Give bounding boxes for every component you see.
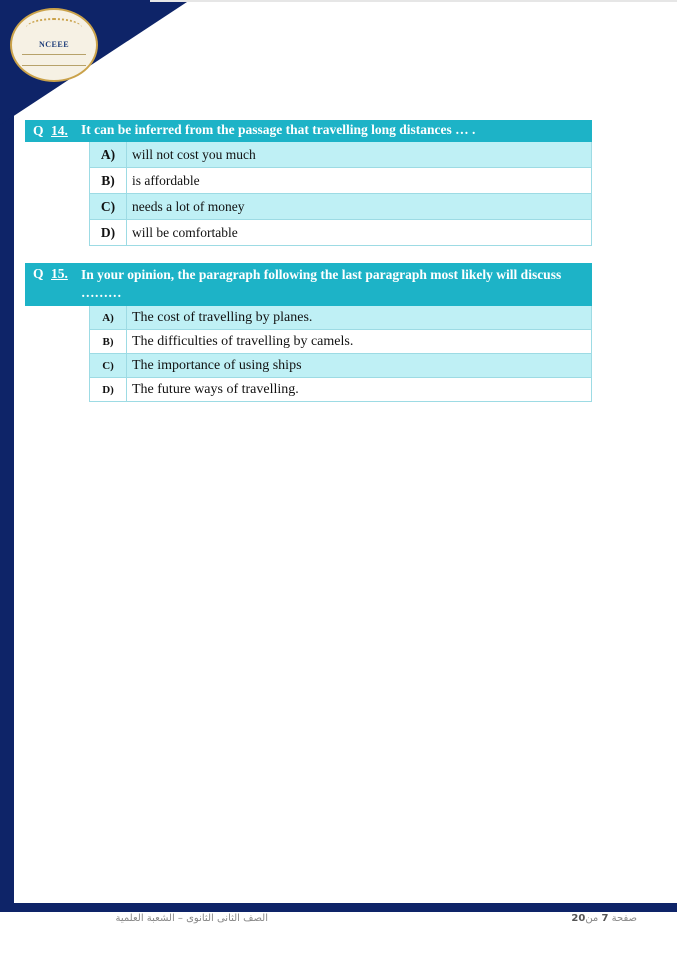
option-letter: D) [90, 378, 127, 401]
option-text: needs a lot of money [132, 198, 245, 214]
option-b[interactable] [89, 168, 592, 194]
option-letter: D) [90, 220, 127, 245]
option-c[interactable] [89, 194, 592, 220]
page-number: 7 [601, 913, 609, 924]
question-number: 15. [51, 266, 68, 281]
question-14 [25, 120, 592, 246]
option-b[interactable] [89, 330, 592, 354]
page-label: صفحة [611, 913, 637, 924]
ncee-logo [10, 8, 98, 82]
question-text: In your opinion, the paragraph following the last paragraph most likely will discuss ……… [81, 267, 562, 300]
option-letter: C) [90, 194, 127, 219]
option-text: The cost of travelling by planes. [132, 309, 313, 325]
left-border-bar [0, 0, 14, 912]
question-letter: Q [33, 266, 44, 281]
footer-bar [14, 903, 677, 912]
option-text: is affordable [132, 172, 200, 188]
question-text: It can be inferred from the passage that travelling long distances … . [81, 122, 476, 137]
logo-rays [26, 18, 82, 38]
option-a[interactable] [89, 142, 592, 168]
option-text: The importance of using ships [132, 357, 302, 373]
option-a[interactable] [89, 306, 592, 330]
option-text: The future ways of travelling. [132, 381, 299, 397]
top-rule [150, 0, 677, 2]
question-15 [25, 263, 592, 402]
option-letter: B) [90, 330, 127, 353]
option-letter: A) [90, 142, 127, 167]
option-c[interactable] [89, 354, 592, 378]
footer-page-indicator [571, 913, 637, 924]
option-text: will be comfortable [132, 224, 238, 240]
option-letter: B) [90, 168, 127, 193]
option-text: will not cost you much [132, 146, 256, 162]
logo-subtitle-band [22, 54, 86, 66]
page-total: 20 [571, 913, 586, 924]
option-letter: C) [90, 354, 127, 377]
question-letter: Q [33, 123, 44, 138]
option-text: The difficulties of travelling by camels. [132, 333, 354, 349]
page-of: من [585, 913, 599, 924]
option-d[interactable] [89, 378, 592, 402]
logo-text: NCEEE [38, 40, 70, 49]
question-number: 14. [51, 123, 68, 138]
footer-grade-text: الصف الثانى الثانوى – الشعبة العلمية [115, 913, 268, 924]
option-letter: A) [90, 306, 127, 329]
question-header [25, 120, 592, 142]
question-header [25, 263, 592, 306]
option-d[interactable] [89, 220, 592, 246]
